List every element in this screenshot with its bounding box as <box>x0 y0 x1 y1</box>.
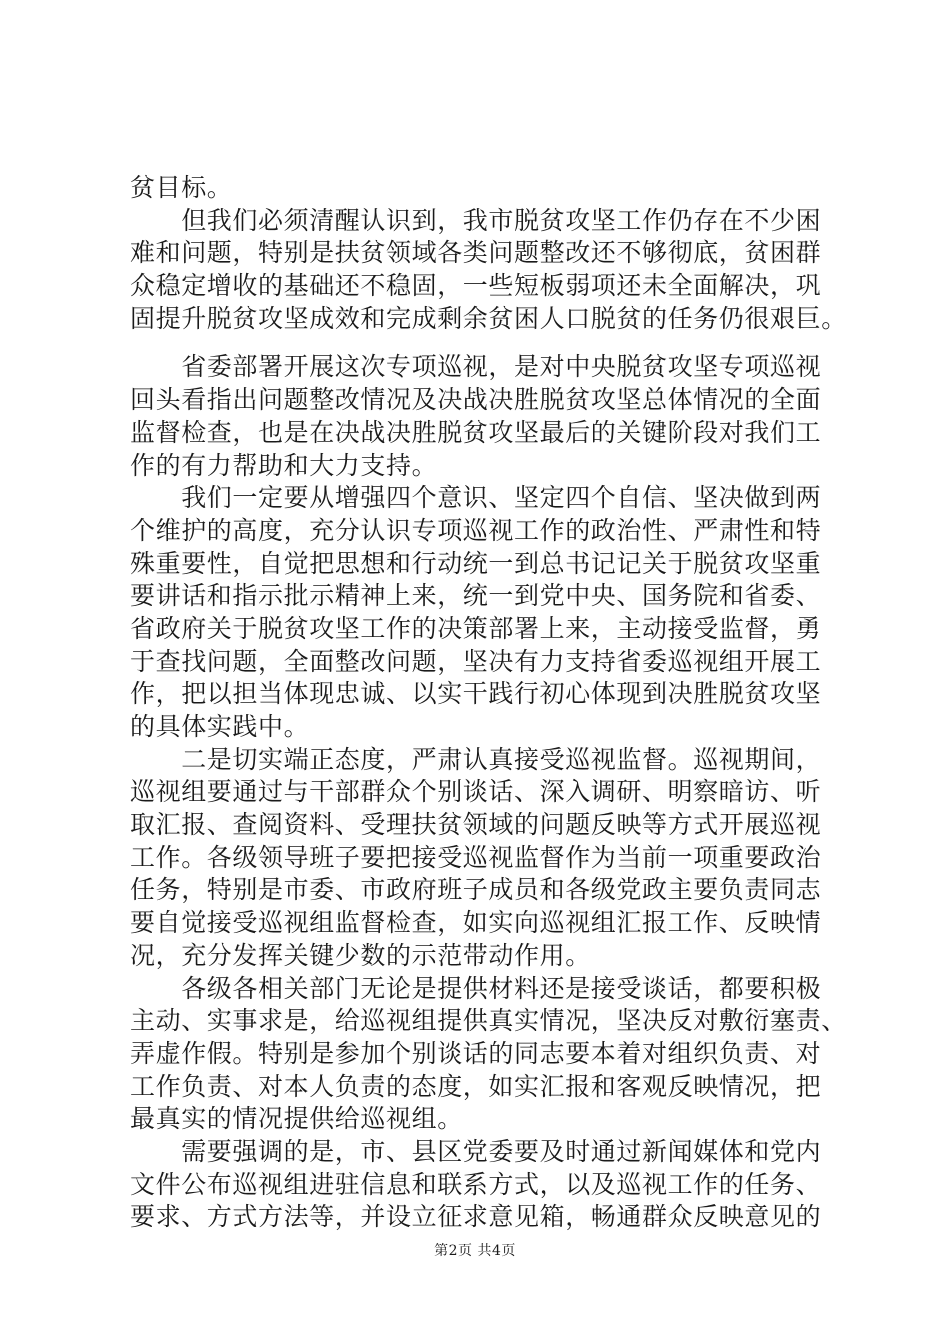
text-line: 主动、实事求是，给巡视组提供真实情况，坚决反对敷衍塞责、 <box>130 1006 847 1036</box>
text-line: 个维护的高度，充分认识专项巡视工作的政治性、严肃性和特 <box>130 515 822 545</box>
text-line: 贫目标。 <box>130 173 233 202</box>
text-line: 巡视组要通过与干部群众个别谈话、深入调研、明察暗访、听 <box>130 777 822 807</box>
text-line: 各级各相关部门无论是提供材料还是接受谈话，都要积极 <box>130 973 822 1003</box>
paragraph <box>130 205 847 336</box>
text-line: 的具体实践中。 <box>130 712 310 741</box>
text-line: 文件公布巡视组进驻信息和联系方式，以及巡视工作的任务、 <box>130 1169 822 1199</box>
text-line: 难和问题，特别是扶贫领域各类问题整改还不够彻底，贫困群 <box>130 238 822 268</box>
text-line: 要求、方式方法等，并设立征求意见箱，畅通群众反映意见的 <box>130 1202 822 1232</box>
paragraph <box>130 973 847 1136</box>
text-line: 作的有力帮助和大力支持。 <box>130 450 438 480</box>
text-line: 最真实的情况提供给巡视组。 <box>130 1104 463 1134</box>
text-line: 作，把以担当体现忠诚、以实干践行初心体现到决胜脱贫攻坚 <box>130 679 822 709</box>
text-line: 弄虚作假。特别是参加个别谈话的同志要本着对组织负责、对 <box>130 1038 822 1068</box>
text-line: 回头看指出问题整改情况及决战决胜脱贫攻坚总体情况的全面 <box>130 385 822 415</box>
text-line: 任务，特别是市委、市政府班子成员和各级党政主要负责同志 <box>130 875 822 905</box>
text-line: 殊重要性，自觉把思想和行动统一到总书记记关于脱贫攻坚重 <box>130 548 822 578</box>
page-footer: 第2页 共4页 <box>434 1243 516 1259</box>
text-line: 但我们必须清醒认识到，我市脱贫攻坚工作仍存在不少困 <box>130 205 822 235</box>
document-body <box>130 172 847 1234</box>
paragraph <box>130 351 830 482</box>
text-line: 于查找问题，全面整改问题，坚决有力支持省委巡视组开展工 <box>130 646 822 676</box>
text-line: 省委部署开展这次专项巡视，是对中央脱贫攻坚专项巡视 <box>130 352 822 382</box>
text-line: 二是切实端正态度，严肃认真接受巡视监督。巡视期间， <box>130 744 822 774</box>
paragraph <box>130 482 830 744</box>
text-line: 固提升脱贫攻坚成效和完成剩余贫困人口脱贫的任务仍很艰巨。 <box>130 303 847 333</box>
text-line: 需要强调的是，市、县区党委要及时通过新闻媒体和党内 <box>130 1136 822 1166</box>
text-line: 省政府关于脱贫攻坚工作的决策部署上来，主动接受监督，勇 <box>130 613 822 643</box>
text-line: 要自觉接受巡视组监督检查，如实向巡视组汇报工作、反映情 <box>130 908 822 938</box>
paragraph <box>130 744 830 973</box>
text-line: 工作负责、对本人负责的态度，如实汇报和客观反映情况，把 <box>130 1071 822 1101</box>
text-line: 众稳定增收的基础还不稳固，一些短板弱项还未全面解决，巩 <box>130 271 822 301</box>
text-line: 况，充分发挥关键少数的示范带动作用。 <box>130 940 591 970</box>
paragraph-gap <box>130 335 830 351</box>
text-line: 取汇报、查阅资料、受理扶贫领域的问题反映等方式开展巡视 <box>130 810 822 840</box>
text-line: 要讲话和指示批示精神上来，统一到党中央、国务院和省委、 <box>130 581 822 611</box>
paragraph <box>130 1136 830 1234</box>
paragraph <box>130 172 830 205</box>
text-line: 工作。各级领导班子要把接受巡视监督作为当前一项重要政治 <box>130 842 822 872</box>
text-line: 监督检查，也是在决战决胜脱贫攻坚最后的关键阶段对我们工 <box>130 417 822 447</box>
text-line: 我们一定要从增强四个意识、坚定四个自信、坚决做到两 <box>130 483 822 513</box>
